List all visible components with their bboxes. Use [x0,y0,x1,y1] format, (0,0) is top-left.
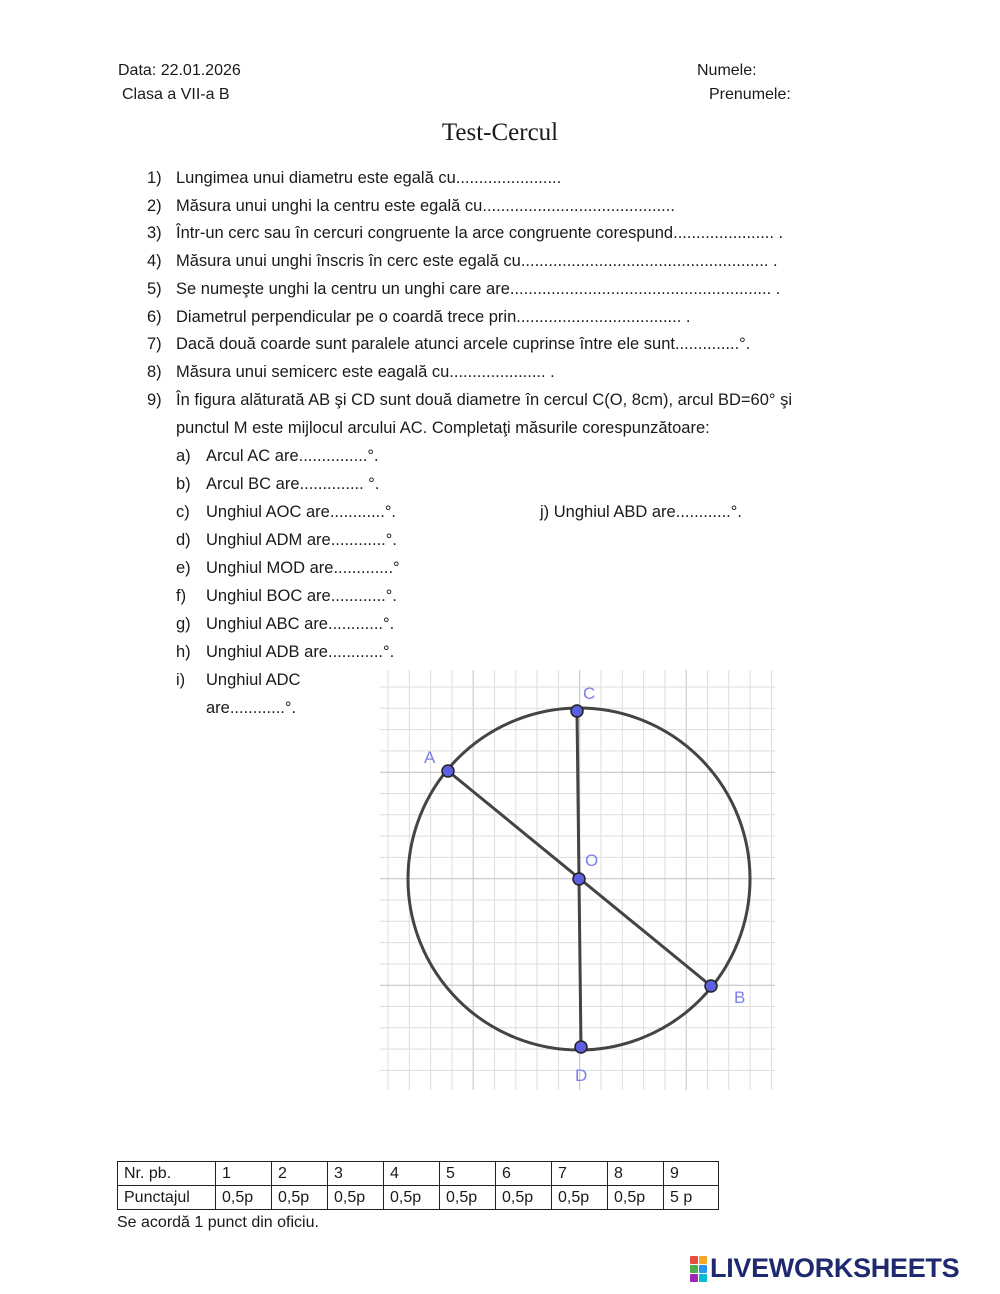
question-number: 7) [147,335,162,353]
subquestion-text-continued: are............°. [206,699,297,717]
point-c [571,705,583,717]
table-cell: 0,5p [272,1186,328,1210]
subquestion-text: Unghiul ADC [206,671,301,689]
label-b: B [734,988,746,1007]
table-cell: 0,5p [328,1186,384,1210]
date-label: Data: 22.01.2026 [118,62,241,79]
question-number: 6) [147,308,162,326]
table-cell: 5 p [664,1186,719,1210]
question-number: 9) [147,391,162,409]
question-text: Se numeşte unghi la centru un unghi care are......................................................... . [176,280,781,298]
table-cell: 6 [496,1162,552,1186]
subquestion-letter: d) [176,531,191,549]
footnote: Se acordă 1 punct din oficiu. [117,1214,319,1231]
subquestion-letter: g) [176,615,191,633]
subquestion-text: Unghiul ADM are............°. [206,531,397,549]
question-number: 1) [147,169,162,187]
subquestion-letter: a) [176,447,191,465]
score-table-points-row [118,1186,719,1210]
question-number: 4) [147,252,162,270]
last-name-label: Numele: [697,62,757,79]
point-o [573,873,585,885]
table-cell: 0,5p [216,1186,272,1210]
table-cell: 9 [664,1162,719,1186]
table-cell: 0,5p [440,1186,496,1210]
logo-mark-icon [690,1256,707,1282]
page-title: Test-Cercul [441,119,559,146]
subquestion-letter: f) [176,587,187,605]
subquestion-text: Arcul BC are.............. °. [206,475,380,493]
question-text: În figura alăturată AB şi CD sunt două diametre în cercul C(O, 8cm), arcul BD=60° şi [176,391,792,409]
table-cell: 0,5p [384,1186,440,1210]
subquestion-letter: b) [176,475,191,493]
question-text: Într-un cerc sau în cercuri congruente la arce congruente corespund...................... . [176,224,784,242]
subquestion-letter: h) [176,643,191,661]
table-cell: 1 [216,1162,272,1186]
circle-figure [370,668,780,1096]
point-d [575,1041,587,1053]
question-text: Măsura unui semicerc este eagală cu..................... . [176,363,555,381]
question-number: 3) [147,224,162,242]
question-text: Dacă două coarde sunt paralele atunci arcele cuprinse între ele sunt..............°. [176,335,751,353]
table-cell: 8 [608,1162,664,1186]
table-cell: 3 [328,1162,384,1186]
question-text: Măsura unui unghi la centru este egală cu.......................................... [176,197,675,215]
question-text-continued: punctul M este mijlocul arcului AC. Completaţi măsurile corespunzătoare: [176,419,710,437]
subquestion-letter: c) [176,503,190,521]
table-cell: 5 [440,1162,496,1186]
table-cell: 2 [272,1162,328,1186]
score-table-header-row [118,1162,719,1186]
question-number: 5) [147,280,162,298]
class-label: Clasa a VII-a B [122,86,230,103]
subquestion-text: Unghiul ADB are............°. [206,643,395,661]
label-a: A [424,748,436,767]
question-number: 2) [147,197,162,215]
first-name-label: Prenumele: [709,86,791,103]
subquestion-text: Unghiul BOC are............°. [206,587,397,605]
score-table [117,1161,719,1210]
table-cell: 7 [552,1162,608,1186]
label-d: D [575,1066,588,1085]
table-cell: 4 [384,1162,440,1186]
table-cell: 0,5p [496,1186,552,1210]
subquestion-text: Arcul AC are...............°. [206,447,379,465]
subquestion-j: j) Unghiul ABD are............°. [540,503,742,521]
subquestion-letter: i) [176,671,186,689]
question-text: Măsura unui unghi înscris în cerc este egală cu...................................................... . [176,252,778,270]
question-text: Diametrul perpendicular pe o coardă trece prin.................................... . [176,308,691,326]
table-cell: 0,5p [608,1186,664,1210]
question-number: 8) [147,363,162,381]
label-c: C [583,684,596,703]
subquestion-text: Unghiul AOC are............°. [206,503,397,521]
point-b [705,980,717,992]
subquestion-text: Unghiul MOD are.............° [206,559,400,577]
label-o: O [585,851,599,870]
subquestion-text: Unghiul ABC are............°. [206,615,395,633]
liveworksheets-logo [690,1253,959,1284]
table-cell: 0,5p [552,1186,608,1210]
question-text: Lungimea unui diametru este egală cu....................... [176,169,562,187]
table-cell: Punctajul [118,1186,216,1210]
table-cell: Nr. pb. [118,1162,216,1186]
subquestion-letter: e) [176,559,191,577]
point-a [442,765,454,777]
logo-text: LIVEWORKSHEETS [710,1253,960,1283]
